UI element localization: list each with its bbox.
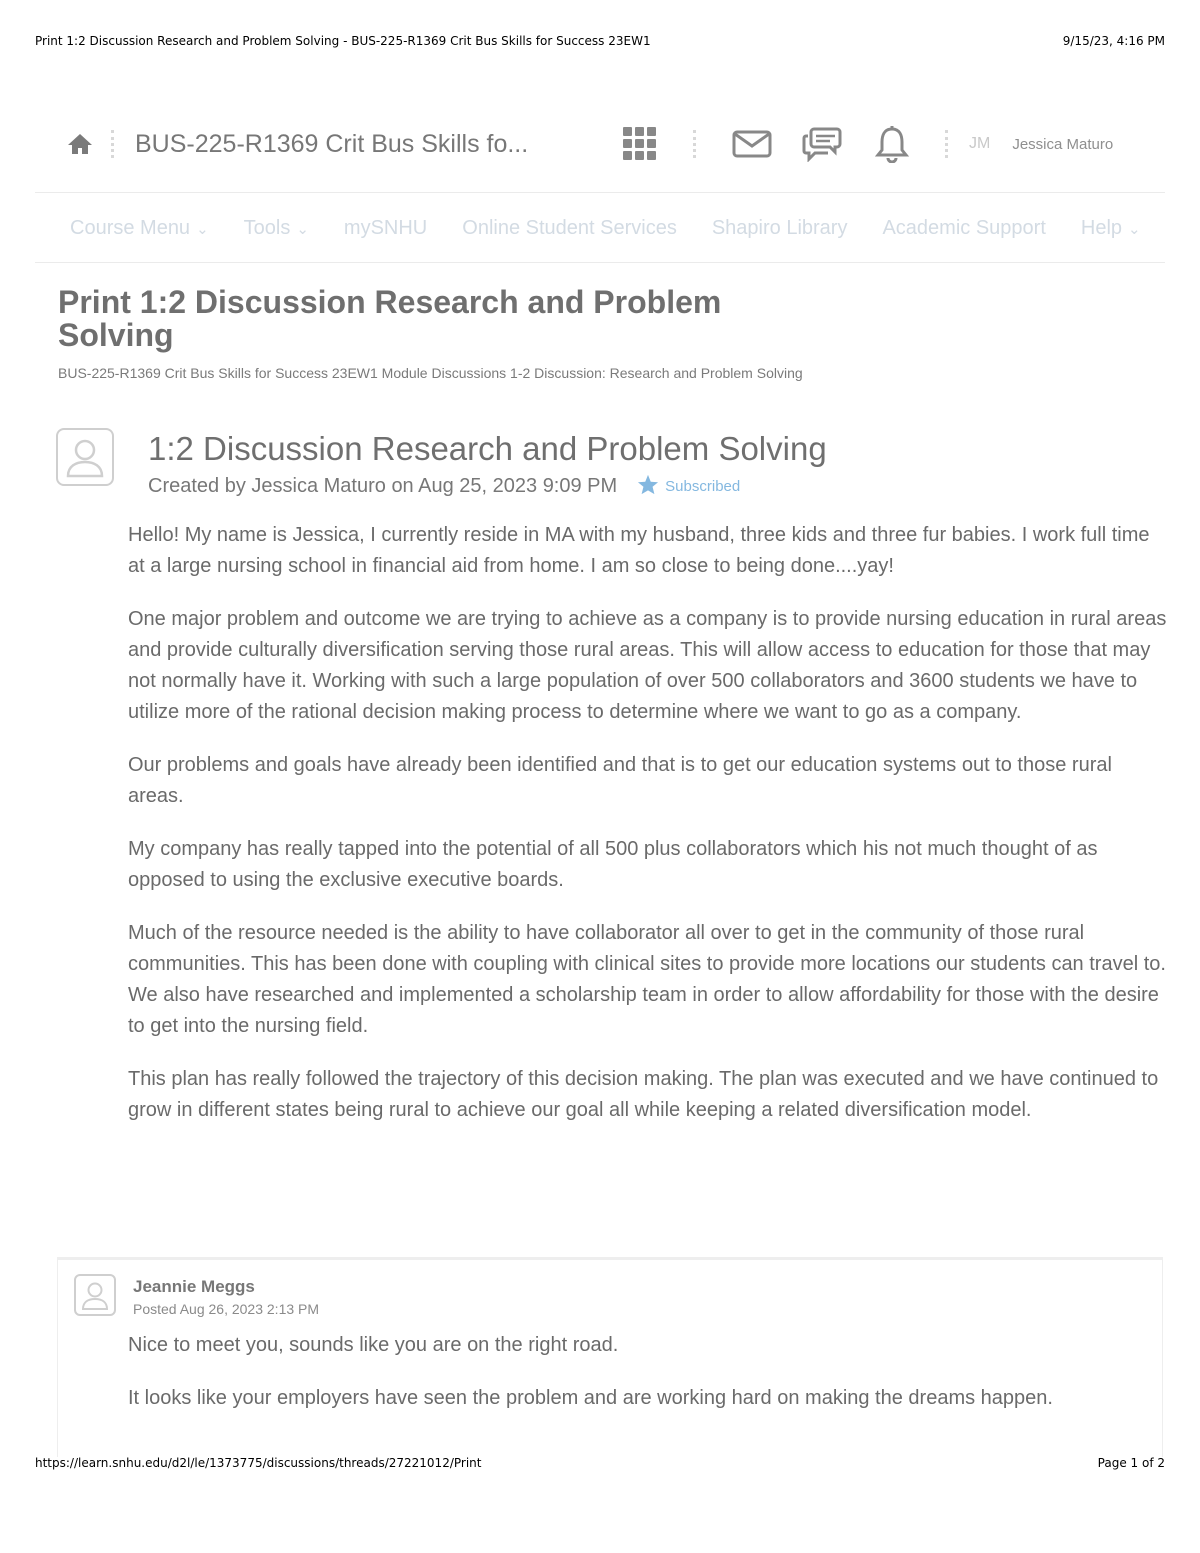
nav-tools-label: Tools bbox=[243, 216, 291, 239]
nav-help[interactable] bbox=[1081, 217, 1141, 240]
separator bbox=[111, 130, 117, 158]
post-paragraph: My company has really tapped into the potential of all 500 plus collaborators which his not much thought of as opposed to using the exclusive executive boards. bbox=[128, 838, 1098, 891]
nav-help-label: Help bbox=[1080, 216, 1123, 239]
reply-paragraph: Nice to meet you, sounds like you are on the right road. bbox=[128, 1334, 619, 1356]
course-navbar bbox=[35, 194, 1165, 263]
print-footer bbox=[35, 1456, 1165, 1470]
thread-post-body bbox=[128, 520, 1168, 1148]
reply-paragraph: It looks like your employers have seen the problem and are working hard on making the dreams happen. bbox=[128, 1387, 1053, 1409]
chevron-down-icon: ⌄ bbox=[296, 220, 309, 238]
message-alerts-mail-icon[interactable] bbox=[726, 124, 778, 164]
print-footer-url: https://learn.snhu.edu/d2l/le/1373775/discussions/threads/27221012/Print bbox=[35, 1456, 482, 1470]
post-paragraph: Much of the resource needed is the ability to have collaborator all over to get in the community of those rural communities. This has been done with coupling with clinical sites to provide more locations our students can travel to. We also have researched and implemented a scholarship team in order to allow affordability for those with the desire to get into the nursing field. bbox=[128, 922, 1166, 1037]
print-header bbox=[35, 34, 1165, 48]
subscribed-label: Subscribed bbox=[665, 478, 741, 495]
nav-shapiro-library[interactable]: Shapiro Library bbox=[711, 216, 848, 239]
post-paragraph: Hello! My name is Jessica, I currently reside in MA with my husband, three kids and three fur babies. I work full time at a large nursing school in financial aid from home. I am so close to being done....yay! bbox=[128, 524, 1150, 577]
nav-course-menu[interactable] bbox=[70, 217, 209, 240]
user-initials-avatar[interactable]: JM bbox=[969, 135, 991, 152]
chevron-down-icon: ⌄ bbox=[196, 220, 209, 238]
subscribed-toggle[interactable] bbox=[637, 474, 740, 499]
user-name-menu[interactable]: Jessica Maturo bbox=[1012, 135, 1114, 153]
author-avatar-icon bbox=[56, 428, 114, 486]
nav-academic-support[interactable]: Academic Support bbox=[882, 216, 1046, 239]
nav-course-menu-label: Course Menu bbox=[70, 216, 191, 239]
nav-online-student-services[interactable]: Online Student Services bbox=[462, 216, 677, 239]
thread-title: 1:2 Discussion Research and Problem Solving bbox=[148, 430, 827, 467]
chevron-down-icon: ⌄ bbox=[1128, 220, 1141, 238]
reply-author-name: Jeannie Meggs bbox=[133, 1277, 255, 1296]
nav-tools[interactable] bbox=[244, 217, 309, 240]
reply-author-avatar-icon bbox=[74, 1274, 116, 1316]
print-footer-page: Page 1 of 2 bbox=[1097, 1456, 1165, 1470]
reply-body bbox=[128, 1330, 1158, 1436]
print-header-title: Print 1:2 Discussion Research and Problem Solving - BUS-225-R1369 Crit Bus Skills for Success 23EW1 bbox=[35, 34, 651, 48]
separator bbox=[945, 130, 951, 158]
created-by-text: Created by Jessica Maturo on Aug 25, 2023 9:09 PM bbox=[148, 475, 618, 497]
breadcrumb: BUS-225-R1369 Crit Bus Skills for Success 23EW1 Module Discussions 1-2 Discussion: Research and Problem Solving bbox=[58, 365, 803, 381]
page-title: Print 1:2 Discussion Research and Problem Solving bbox=[58, 284, 722, 353]
post-paragraph: One major problem and outcome we are trying to achieve as a company is to provide nursing education in rural areas and provide culturally diversification serving those rural areas. This will allow access to education for those that may not normally have it. Working with such a large population of over 500 collaborators and 3600 students we have to utilize more of the rational decision making process to determine where we want to go as a company. bbox=[128, 608, 1167, 723]
course-title-link[interactable]: BUS-225-R1369 Crit Bus Skills fo... bbox=[135, 129, 529, 158]
reply-posted-date: Posted Aug 26, 2023 2:13 PM bbox=[133, 1301, 320, 1317]
home-icon[interactable] bbox=[67, 132, 93, 156]
post-paragraph: Our problems and goals have already been identified and that is to get our education systems out to those rural areas. bbox=[128, 754, 1112, 807]
course-selector-grid-icon[interactable] bbox=[614, 124, 666, 164]
nav-mysnhu[interactable]: mySNHU bbox=[343, 216, 428, 239]
separator bbox=[693, 130, 699, 158]
reply-post bbox=[57, 1257, 1163, 1457]
update-alerts-bell-icon[interactable] bbox=[866, 124, 918, 164]
print-header-datetime: 9/15/23, 4:16 PM bbox=[1062, 34, 1165, 48]
thread-created-info bbox=[148, 474, 740, 499]
top-navbar bbox=[35, 96, 1165, 193]
subscription-alerts-chat-icon[interactable] bbox=[796, 124, 848, 164]
star-icon bbox=[637, 474, 665, 499]
post-paragraph: This plan has really followed the trajectory of this decision making. The plan was executed and we have continued to grow in different states being rural to achieve our goal all while keeping a related diversification model. bbox=[128, 1068, 1159, 1121]
